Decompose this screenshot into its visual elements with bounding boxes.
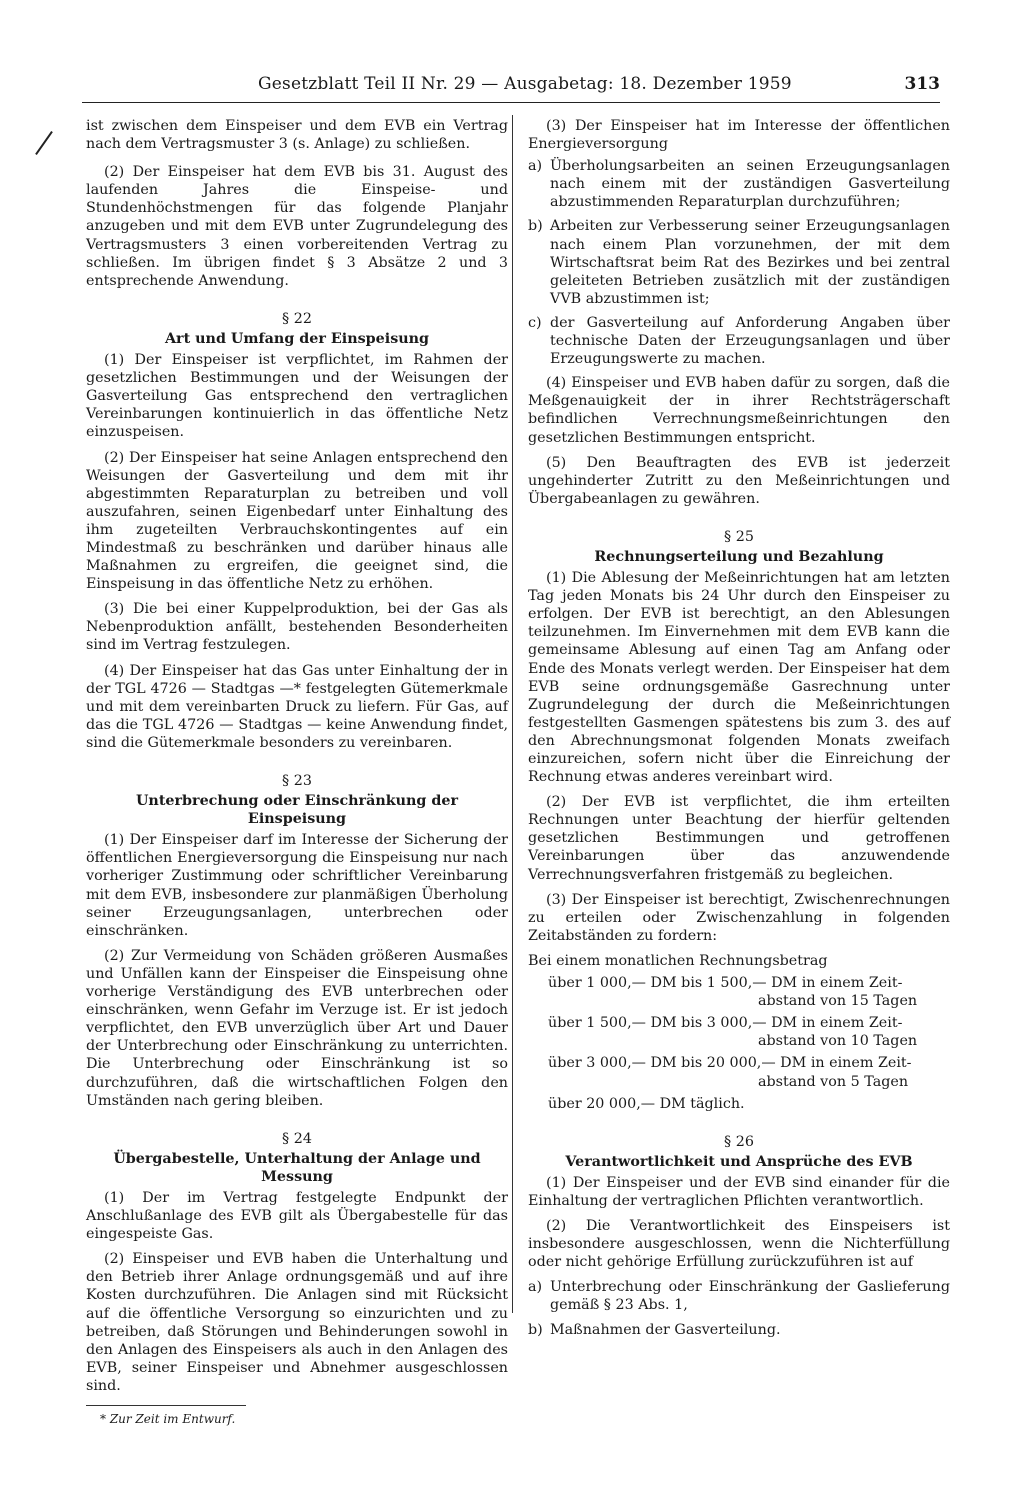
list-item xyxy=(528,217,950,307)
paragraph-21-2: (2) Der Einspeiser hat dem EVB bis 31. August des laufenden Jahres die Einspeise- und Stundenhöchstmengen für das folgende Planjahr anzugeben und mit dem EVB unter Zugrundelegung des Vertragsmusters 3 einen vorbereitenden Vertrag zu schließen. Im übrigen findet § 3 Absätze 2 und 3 entsprechende Anwendung. xyxy=(86,164,508,289)
paragraph-26-1: (1) Der Einspeiser und der EVB sind einander für die Einhaltung der vertraglichen Pflichten verantwortlich. xyxy=(528,1174,950,1209)
list-item-text: der Gasverteilung auf Anforderung Angaben über technische Daten der Erzeugungsanlagen und über Erzeugungswerte zu machen. xyxy=(550,314,950,368)
section-24-title: Übergabestelle, Unterhaltung der Anlage und Messung xyxy=(113,1150,481,1185)
margin-pen-mark xyxy=(35,131,53,155)
tier-line: abstand von 10 Tagen xyxy=(758,1033,918,1050)
tier-line: über 1 000,— DM bis 1 500,— DM in einem Zeit- xyxy=(548,975,903,992)
tier-line: über 1 500,— DM bis 3 000,— DM in einem Zeit- xyxy=(548,1015,903,1032)
paragraph-intro: ist zwischen dem Einspeiser und dem EVB ein Vertrag nach dem Vertragsmuster 3 (s. Anlage) zu schließen. xyxy=(86,118,508,153)
list-item xyxy=(528,1321,950,1339)
tier-table xyxy=(528,974,950,1113)
paragraph-22-4: (4) Der Einspeiser hat das Gas unter Einhaltung der in der TGL 4726 — Stadtgas —* festgelegten Gütemerkmale und mit dem vereinbarten Druck zu liefern. Für Gas, auf das die TGL 4726 — Stadtgas — keine Anwendung findet, sind die Gütemerkmale besonders zu vereinbaren. xyxy=(86,662,508,751)
list-item xyxy=(528,157,950,211)
paragraph-22-1: (1) Der Einspeiser ist verpflichtet, im Rahmen der gesetzlichen Bestimmungen und der Weisungen der Gasverteilung Gas entsprechend den vertraglichen Vereinbarungen kontinuierlich in das öffentliche Netz einzuspeisen. xyxy=(86,352,508,441)
paragraph-25-1: (1) Die Ablesung der Meßeinrichtungen hat am letzten Tag jeden Monats bis 24 Uhr durch den Einspeiser zu erfolgen. Der EVB ist berechtigt, an den Ablesungen teilzunehmen. Im Einvernehmen mit dem EVB kann die gemeinsame Ablesung auf einen Tag am Anfang oder Ende des Monats verlegt werden. Der Einspeiser hat dem EVB seine ordnungsgemäße Gasrechnung unter Zugrundelegung der durch die Meßeinrichtungen festgestellten Gasmengen spätestens bis zum 3. des auf den Abrechnungsmonat folgenden Monats zweifach einzureichen, sofern nicht über die Einreichung der Rechnung etwas anderes vereinbart wird. xyxy=(528,570,950,786)
section-26-title: Verantwortlichkeit und Ansprüche des EVB xyxy=(565,1153,913,1170)
page-header xyxy=(82,72,940,103)
paragraph-25-3: (3) Der Einspeiser ist berechtigt, Zwischenrechnungen zu erteilen oder Zwischenzahlung in folgenden Zeitabständen zu fordern: xyxy=(528,891,950,944)
paragraph-24-1: (1) Der im Vertrag festgelegte Endpunkt der Anschlußanlage des EVB gilt als Übergabestelle für das eingespeiste Gas. xyxy=(86,1189,508,1243)
table-row xyxy=(528,974,950,1010)
table-row xyxy=(528,1014,950,1050)
list-26-2 xyxy=(528,1278,950,1338)
tier-table-lead: Bei einem monatlichen Rechnungsbetrag xyxy=(528,952,828,969)
paragraph-26-2: (2) Die Verantwortlichkeit des Einspeisers ist insbesondere ausgeschlossen, wenn die Nichterfüllung oder nicht gehörige Erfüllung zurückzuführen ist auf xyxy=(528,1218,950,1271)
tier-line: abstand von 5 Tagen xyxy=(758,1073,909,1090)
list-item-text: Überholungsarbeiten an seinen Erzeugungsanlagen nach einem mit der zuständigen Gasverteilung abzustimmenden Reparaturplan durchzuführen; xyxy=(550,158,950,211)
paragraph-24-5: (5) Den Beauftragten des EVB ist jederzeit ungehinderter Zutritt zu den Meßeinrichtungen und Übergabeanlagen zu gewähren. xyxy=(528,454,950,507)
right-column xyxy=(528,117,950,1345)
paragraph-24-2: (2) Einspeiser und EVB haben die Unterhaltung und den Betrieb ihrer Anlage ordnungsgemäß und auf ihre Kosten durchzuführen. Die Anlagen sind mit Rücksicht auf die öffentliche Versorgung so einzurichten und zu betreiben, daß Störungen und Behinderungen sowohl in den Anlagen des Einspeisers als auch in den Anlagen des EVB, seiner Einspeiser und Abnehmer ausgeschlossen sind. xyxy=(86,1251,508,1394)
section-24-number: § 24 xyxy=(282,1130,312,1147)
footnote: * Zur Zeit im Entwurf. xyxy=(100,1412,236,1426)
list-item-letter: c) xyxy=(528,314,542,331)
section-23-title: Unterbrechung oder Einschränkung der Einspeisung xyxy=(135,793,459,828)
left-column xyxy=(86,117,508,1428)
list-24-3 xyxy=(528,157,950,368)
footnote-rule xyxy=(86,1405,246,1406)
page-number: 313 xyxy=(904,74,940,94)
list-item-text: Unterbrechung oder Einschränkung der Gaslieferung gemäß § 23 Abs. 1, xyxy=(550,1279,950,1314)
list-item-letter: a) xyxy=(528,158,543,175)
tier-line: über 20 000,— DM täglich. xyxy=(548,1095,745,1112)
list-item-text: Arbeiten zur Verbesserung seiner Erzeugungsanlagen nach einem Plan vorzunehmen, der mit dem Wirtschaftsrat beim Rat des Bezirkes und bei zentral geleiteten Betrieben zusätzlich mit der zuständigen VVB abzustimmen ist; xyxy=(550,218,950,307)
table-row xyxy=(528,1054,950,1090)
list-item-letter: a) xyxy=(528,1279,543,1296)
section-25-title: Rechnungserteilung und Bezahlung xyxy=(594,548,884,565)
section-25-number: § 25 xyxy=(724,528,754,545)
tier-line: abstand von 15 Tagen xyxy=(758,993,918,1010)
paragraph-23-1: (1) Der Einspeiser darf im Interesse der Sicherung der öffentlichen Energieversorgung die Einspeisung nur nach vorheriger Zustimmung oder schriftlicher Vereinbarung mit dem EVB, insbesondere zur planmäßigen Überholung seiner Erzeugungsanlagen, unterbrechen oder einschränken. xyxy=(86,832,508,939)
section-23-number: § 23 xyxy=(282,773,312,789)
paragraph-24-4: (4) Einspeiser und EVB haben dafür zu sorgen, daß die Meßgenauigkeit der in ihrer Rechtsträgerschaft befindlichen Verrechnungsmeßeinrichtungen den gesetzlichen Bestimmungen entspricht. xyxy=(528,375,950,446)
paragraph-23-2: (2) Zur Vermeidung von Schäden größeren Ausmaßes und Unfällen kann der Einspeiser die Einspeisung ohne vorherige Verständigung des EVB unterbrechen oder einschränken, wenn Gefahr im Verzuge ist. Er ist jedoch verpflichtet, den EVB unverzüglich über Art und Dauer der Unterbrechung oder Einschränkung zu unterrichten. Die Unterbrechung oder Einschränkung ist so durchzuführen, daß die wirtschaftlichen Folgen den Umständen nach gering bleiben. xyxy=(86,947,508,1109)
list-item-text: Maßnahmen der Gasverteilung. xyxy=(550,1321,781,1338)
section-26-number: § 26 xyxy=(724,1133,754,1150)
header-title: Gesetzblatt Teil II Nr. 29 — Ausgabetag: 18. Dezember 1959 xyxy=(258,74,792,94)
column-divider xyxy=(512,115,513,1313)
section-22-title: Art und Umfang der Einspeisung xyxy=(164,330,430,347)
paragraph-25-2: (2) Der EVB ist verpflichtet, die ihm erteilten Rechnungen unter Beachtung der hierfür geltenden gesetzlichen Bestimmungen und getroffenen Vereinbarungen über das anzuwendende Verrechnungsverfahren fristgemäß zu begleichen. xyxy=(528,794,950,883)
paragraph-22-3: (3) Die bei einer Kuppelproduktion, bei der Gas als Nebenproduktion anfällt, bestehenden Besonderheiten sind im Vertrag festzulegen. xyxy=(86,601,508,654)
paragraph-22-2: (2) Der Einspeiser hat seine Anlagen entsprechend den Weisungen der Gasverteilung und dem mit ihr abgestimmten Reparaturplan zu betreiben und voll auszufahren, seinen Eigenbedarf unter Einhaltung des ihm zugeteilten Verbrauchskontingentes auf ein Mindestmaß zu beschränken und darüber hinaus alle Maßnahmen zu ergreifen, die geeignet sind, die Einspeisung in das öffentliche Netz zu erhöhen. xyxy=(86,449,508,593)
list-item xyxy=(528,314,950,368)
list-item xyxy=(528,1278,950,1314)
list-item-letter: b) xyxy=(528,1321,543,1338)
table-row xyxy=(528,1095,950,1113)
section-22-number: § 22 xyxy=(282,310,312,327)
paragraph-24-3-lead: (3) Der Einspeiser hat im Interesse der öffentlichen Energieversorgung xyxy=(528,118,950,153)
list-item-letter: b) xyxy=(528,218,543,235)
tier-line: über 3 000,— DM bis 20 000,— DM in einem Zeit- xyxy=(548,1055,912,1072)
